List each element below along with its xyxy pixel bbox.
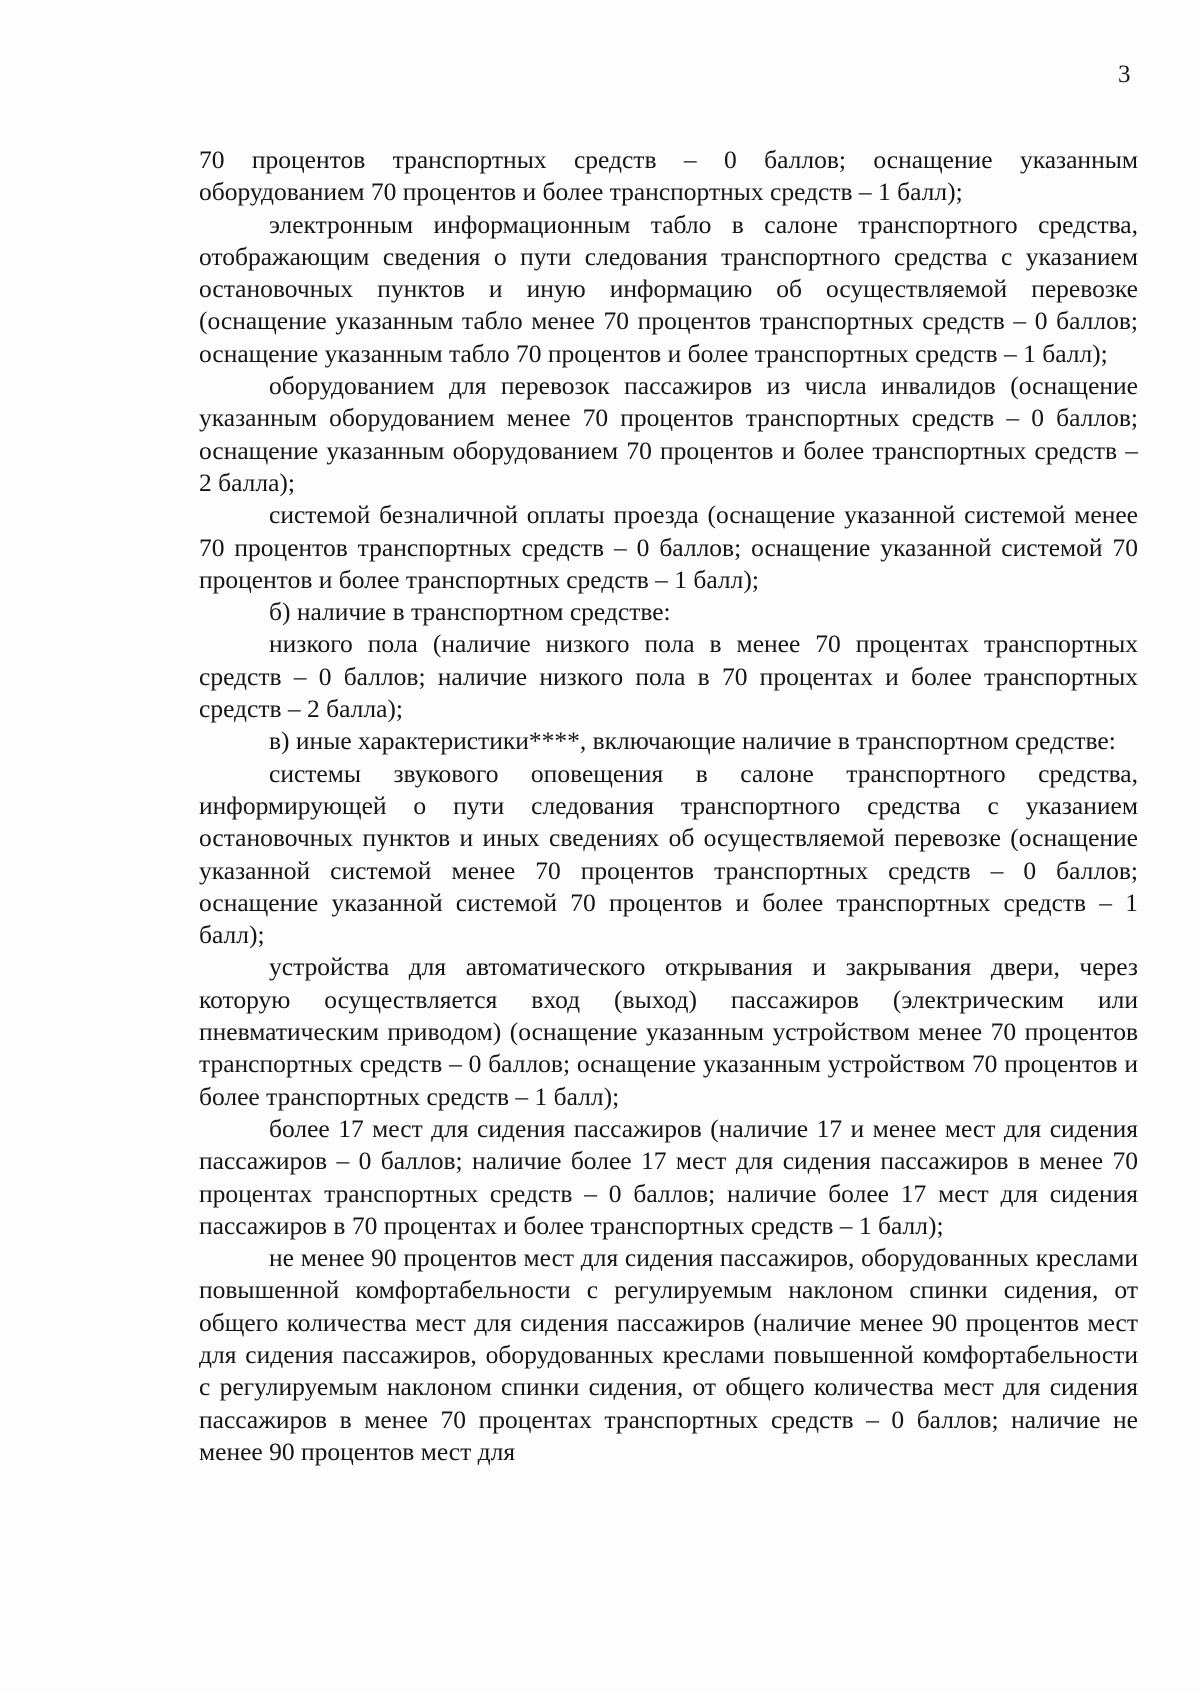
paragraph: устройства для автоматического открывания и закрывания двери, через которую осуществляется вход (выход) пассажиров (электрическим или пневматическим приводом) (оснащение указанным устройством менее 70 процентов транспортных средств – 0 баллов; оснащение указанным устройством 70 процентов и более транспортных средств – 1 балл); xyxy=(199,952,1138,1111)
paragraph: оборудованием для перевозок пассажиров из числа инвалидов (оснащение указанным оборудованием менее 70 процентов транспортных средств – 0 баллов; оснащение указанным оборудованием 70 процентов и более транспортных средств – 2 балла); xyxy=(199,371,1138,497)
paragraph: системы звукового оповещения в салоне транспортного средства, информирующей о пути следования транспортного средства с указанием остановочных пунктов и иных сведениях об осуществляемой перевозке (оснащение указанной системой менее 70 процентов транспортных средств – 0 баллов; оснащение указанной системой 70 процентов и более транспортных средств – 1 балл); xyxy=(199,758,1138,950)
section-heading-b: б) наличие в транспортном средстве: xyxy=(269,597,671,627)
paragraph: не менее 90 процентов мест для сидения пассажиров, оборудованных креслами повышенной комфортабельности с регулируемым наклоном спинки сидения, от общего количества мест для сидения пассажиров (наличие менее 90 процентов мест для сидения пассажиров, оборудованных креслами повышенной комфортабельности с регулируемым наклоном спинки сидения, от общего количества мест для сидения пассажиров в менее 70 процентах транспортных средств – 0 баллов; наличие не менее 90 процентов мест для xyxy=(199,1243,1138,1466)
document-body xyxy=(199,144,1138,1468)
paragraph: системой безналичной оплаты проезда (оснащение указанной системой менее 70 процентов транспортных средств – 0 баллов; оснащение указанной системой 70 процентов и более транспортных средств – 1 балл); xyxy=(199,500,1138,594)
paragraph: электронным информационным табло в салоне транспортного средства, отображающим сведения о пути следования транспортного средства с указанием остановочных пунктов и иную информацию об осуществляемой перевозке (оснащение указанным табло менее 70 процентов транспортных средств – 0 баллов; оснащение указанным табло 70 процентов и более транспортных средств – 1 балл); xyxy=(199,209,1138,368)
paragraph: более 17 мест для сидения пассажиров (наличие 17 и менее мест для сидения пассажиров – 0 баллов; наличие более 17 мест для сидения пассажиров в менее 70 процентах транспортных средств – 0 баллов; наличие более 17 мест для сидения пассажиров в 70 процентах и более транспортных средств – 1 балл); xyxy=(199,1113,1138,1240)
paragraph: низкого пола (наличие низкого пола в менее 70 процентах транспортных средств – 0 баллов; наличие низкого пола в 70 процентах и более транспортных средств – 2 балла); xyxy=(199,629,1138,724)
section-heading-v: в) иные характеристики****, включающие наличие в транспортном средстве: xyxy=(269,726,1116,756)
paragraph: 70 процентов транспортных средств – 0 баллов; оснащение указанным оборудованием 70 процентов и более транспортных средств – 1 балл); xyxy=(199,145,1138,207)
page-number: 3 xyxy=(1118,61,1131,88)
